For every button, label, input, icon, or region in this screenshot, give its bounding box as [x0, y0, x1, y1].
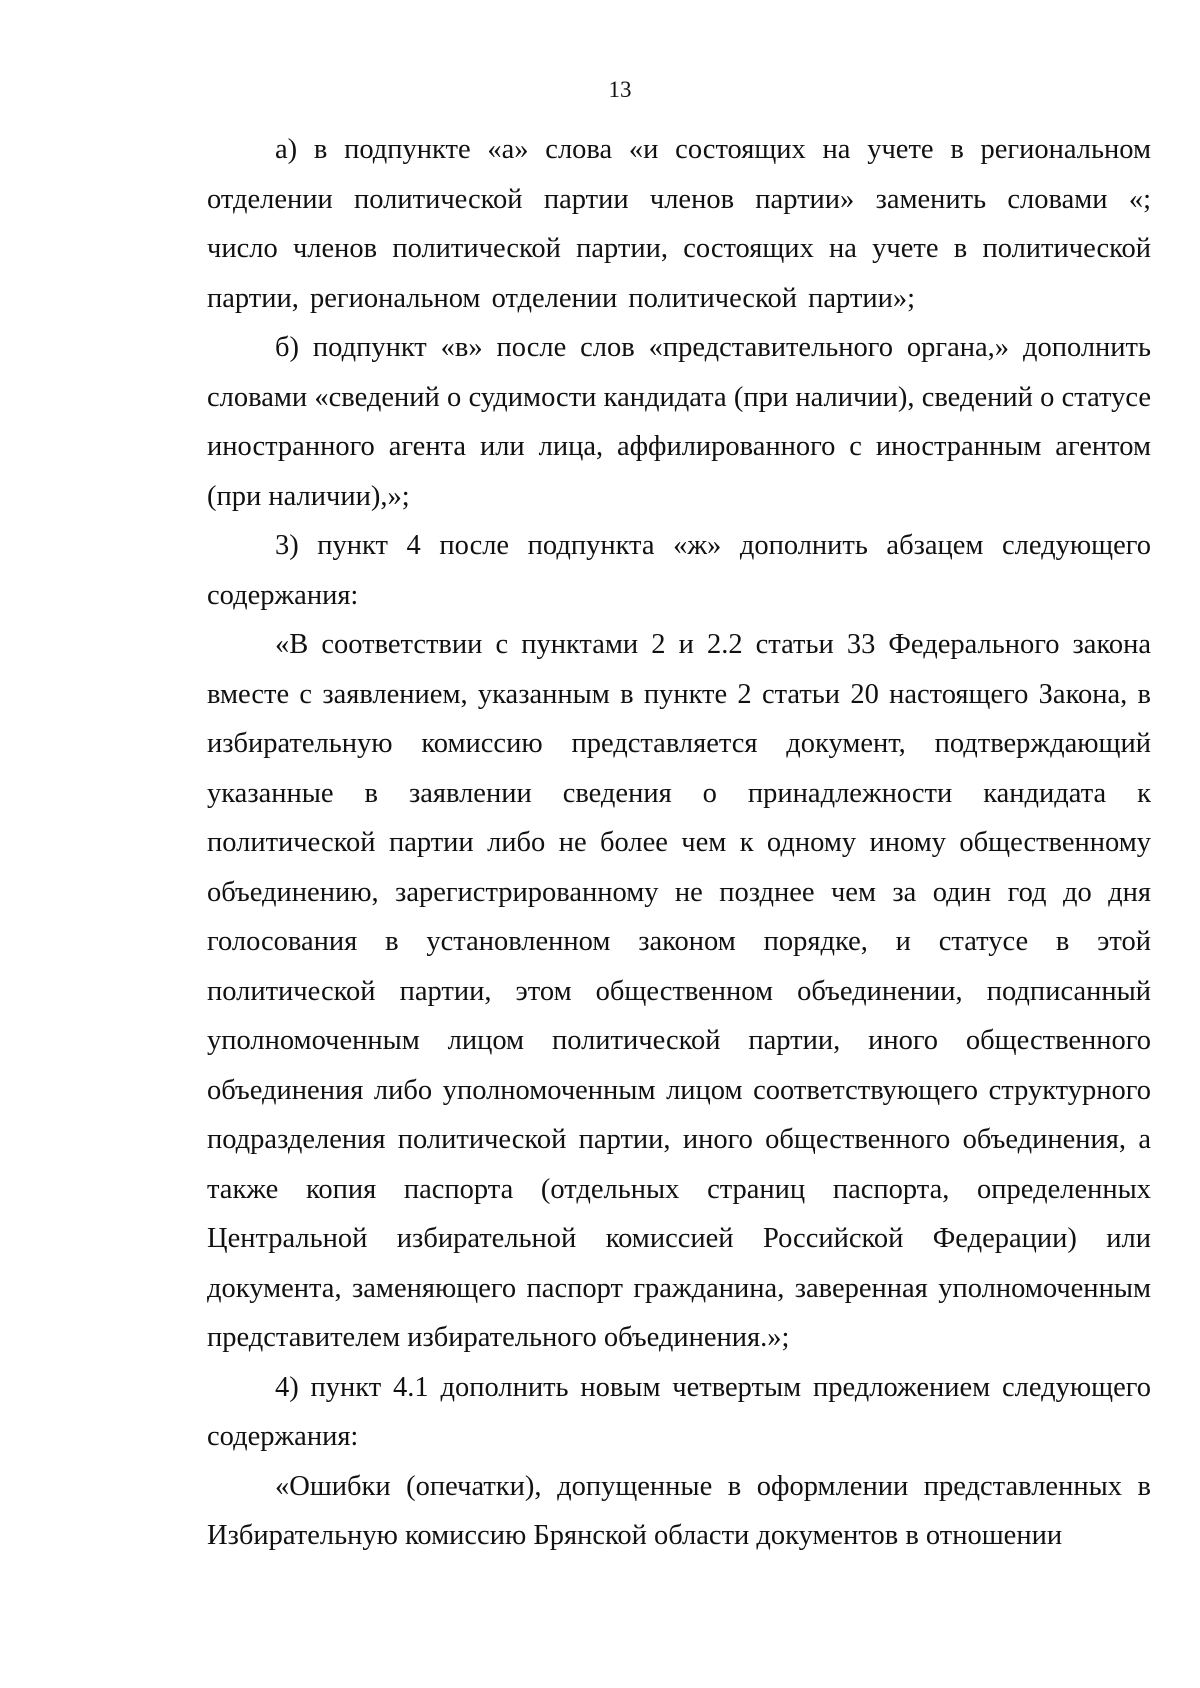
paragraph-quote-1: «В соответствии с пунктами 2 и 2.2 статьи 33 Федерального закона вместе с заявлением, указанным в пункте 2 статьи 20 настоящего Закона, в избирательную комиссию представляется документ, подтверждающий указанные в заявлении сведения о принадлежности кандидата к политической партии либо не более чем к одному иному общественному объединению, зарегистрированному не позднее чем за один год до дня голосования в установленном законом порядке, и статусе в этой политической партии, этом общественном объединении, подписанный уполномоченным лицом политической партии, иного общественного объединения либо уполномоченным лицом соответствующего структурного подразделения политической партии, иного общественного объединения, а также копия паспорта (отдельных страниц паспорта, определенных Центральной избирательной комиссией Российской Федерации) или документа, заменяющего паспорт гражданина, заверенная уполномоченным представителем избирательного объединения.»; [207, 629, 1151, 1353]
page-number: 13 [608, 77, 632, 102]
paragraph-a: а) в подпункте «а» слова «и состоящих на учете в региональном отделении политической партии членов партии» заменить словами «; число членов политической партии, состоящих на учете в политической партии, региональном отделении политической партии»; [207, 134, 1151, 314]
paragraph-4: 4) пункт 4.1 дополнить новым четвертым предложением следующего содержания: [207, 1371, 1151, 1452]
document-body [207, 125, 1151, 1561]
paragraph-b: б) подпункт «в» после слов «представительного органа,» дополнить словами «сведений о судимости кандидата (при наличии), сведений о статусе иностранного агента или лица, аффилированного с иностранным агентом (при наличии),»; [207, 332, 1151, 512]
paragraph-quote-2: «Ошибки (опечатки), допущенные в оформлении представленных в Избирательную комиссию Брянской области документов в отношении [207, 1470, 1151, 1551]
paragraph-3: 3) пункт 4 после подпункта «ж» дополнить абзацем следующего содержания: [207, 530, 1151, 611]
